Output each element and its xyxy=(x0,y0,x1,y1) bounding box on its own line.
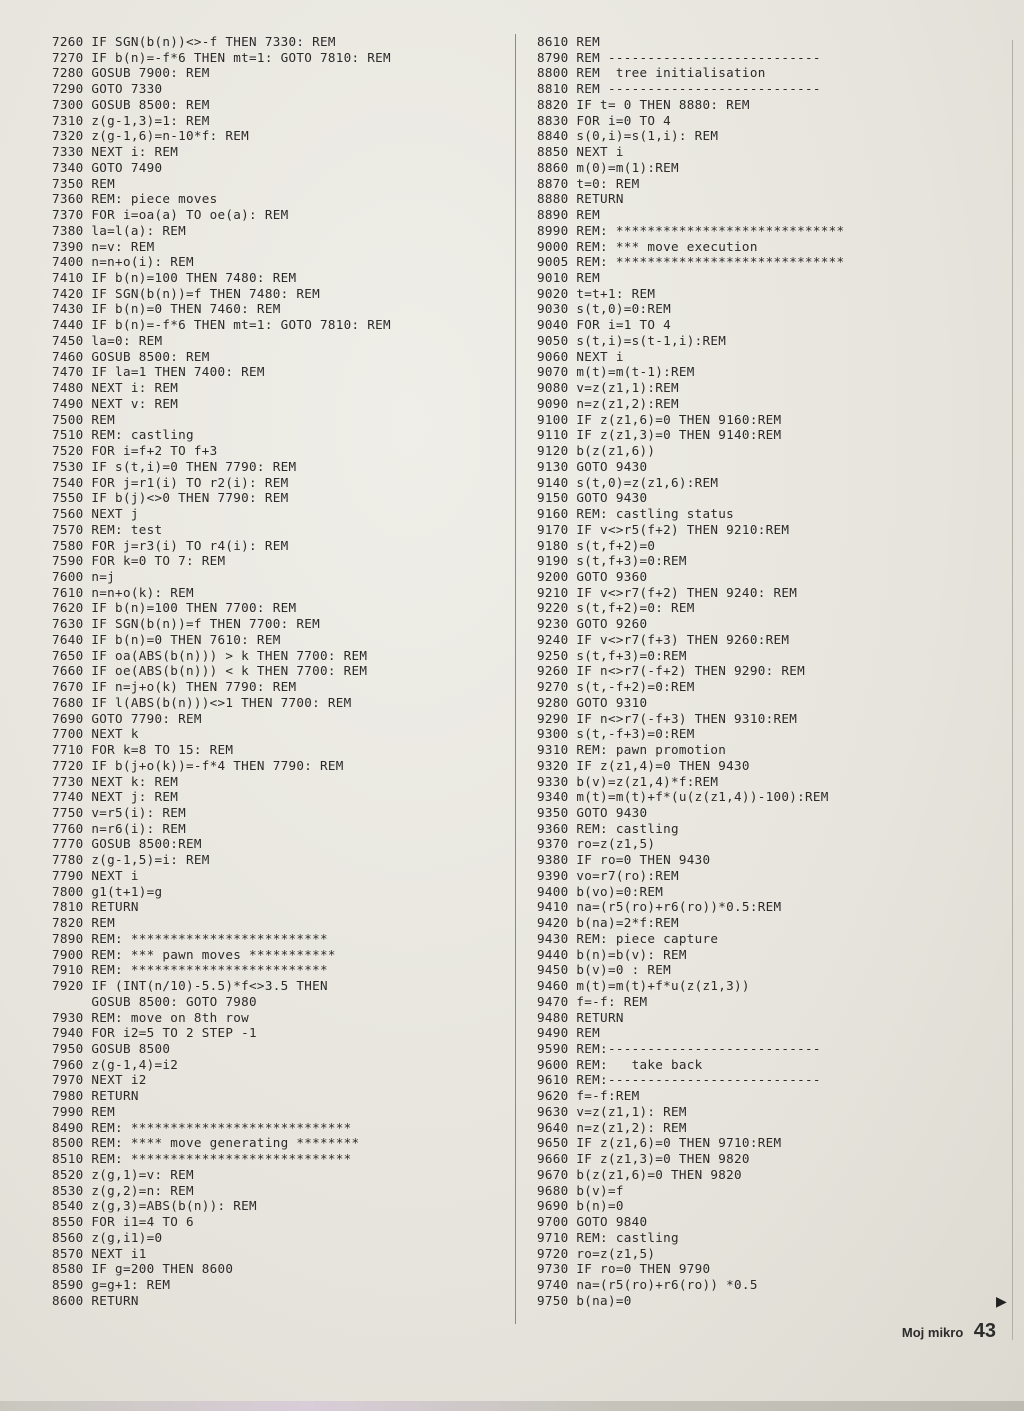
code-line: 8840 s(0,i)=s(1,i): REM xyxy=(537,128,719,144)
code-line: 7910 REM: ************************* xyxy=(52,962,328,978)
continue-arrow-icon: ▶ xyxy=(996,1294,1007,1310)
code-line: 8590 g=g+1: REM xyxy=(52,1277,171,1293)
code-line: 9220 s(t,f+2)=0: REM xyxy=(537,600,695,616)
code-line: 8610 REM xyxy=(537,34,601,49)
code-line: 7540 FOR j=r1(i) TO r2(i): REM xyxy=(52,474,289,490)
code-line: 7610 n=n+o(k): REM xyxy=(52,584,194,600)
code-line: 9020 t=t+1: REM xyxy=(537,285,656,301)
code-line: 9390 vo=r7(ro):REM xyxy=(537,867,679,883)
code-column-right xyxy=(537,34,844,1308)
code-line: 8820 IF t= 0 THEN 8880: REM xyxy=(537,96,750,112)
code-line: 9005 REM: ***************************** xyxy=(537,254,845,270)
code-line: 9360 REM: castling xyxy=(537,820,679,836)
code-line: 9730 IF ro=0 THEN 9790 xyxy=(537,1261,711,1277)
code-line: 7550 IF b(j)<>0 THEN 7790: REM xyxy=(52,490,289,506)
code-line: 7710 FOR k=8 TO 15: REM xyxy=(52,742,234,758)
code-line: 8580 IF g=200 THEN 8600 xyxy=(52,1261,234,1277)
code-line: 8890 REM xyxy=(537,207,601,223)
code-line: 7670 IF n=j+o(k) THEN 7790: REM xyxy=(52,679,297,695)
code-line: 8500 REM: **** move generating ******** xyxy=(52,1135,360,1151)
code-line: 9370 ro=z(z1,5) xyxy=(537,836,656,852)
code-line: 7510 REM: castling xyxy=(52,427,194,443)
code-line: 7580 FOR j=r3(i) TO r4(i): REM xyxy=(52,537,289,553)
code-line: 7950 GOSUB 8500 xyxy=(52,1041,171,1056)
code-line: 7270 IF b(n)=-f*6 THEN mt=1: GOTO 7810: REM xyxy=(52,49,391,65)
code-line: 7480 NEXT i: REM xyxy=(52,380,179,396)
code-line: 9230 GOTO 9260 xyxy=(537,616,648,632)
code-line: 7800 g1(t+1)=g xyxy=(52,883,163,899)
code-line: 9740 na=(r5(ro)+r6(ro)) *0.5 xyxy=(537,1277,758,1293)
code-line: 7970 NEXT i2 xyxy=(52,1072,147,1088)
code-line: 9030 s(t,0)=0:REM xyxy=(537,301,671,317)
code-line: 9250 s(t,f+3)=0:REM xyxy=(537,647,687,663)
code-line: 8870 t=0: REM xyxy=(537,175,640,191)
code-line: 9240 IF v<>r7(f+3) THEN 9260:REM xyxy=(537,631,790,647)
page-edge-line xyxy=(1012,40,1013,1340)
code-line: 8830 FOR i=0 TO 4 xyxy=(537,112,671,128)
code-line: 7530 IF s(t,i)=0 THEN 7790: REM xyxy=(52,458,297,474)
code-line: 7430 IF b(n)=0 THEN 7460: REM xyxy=(52,301,281,317)
code-line: 7600 n=j xyxy=(52,568,116,584)
code-line: 9410 na=(r5(ro)+r6(ro))*0.5:REM xyxy=(537,899,782,915)
code-line: 9380 IF ro=0 THEN 9430 xyxy=(537,852,711,868)
code-line: 9690 b(n)=0 xyxy=(537,1198,624,1214)
code-line: 9600 REM: take back xyxy=(537,1056,703,1072)
code-line: 7660 IF oe(ABS(b(n))) < k THEN 7700: REM xyxy=(52,663,368,679)
code-line: 7470 IF la=1 THEN 7400: REM xyxy=(52,364,265,380)
code-line: 9460 m(t)=m(t)+f*u(z(z1,3)) xyxy=(537,978,750,994)
code-line: 9610 REM:--------------------------- xyxy=(537,1072,821,1088)
magazine-name: Moj mikro xyxy=(901,1325,964,1340)
code-line: 9330 b(v)=z(z1,4)*f:REM xyxy=(537,773,719,789)
code-line: 9720 ro=z(z1,5) xyxy=(537,1245,656,1261)
code-line: 9040 FOR i=1 TO 4 xyxy=(537,317,671,333)
code-line: 7620 IF b(n)=100 THEN 7700: REM xyxy=(52,600,297,616)
code-line: 9090 n=z(z1,2):REM xyxy=(537,395,679,411)
code-line: 9130 GOTO 9430 xyxy=(537,458,648,474)
code-line: 7520 FOR i=f+2 TO f+3 xyxy=(52,443,218,459)
code-line: 8530 z(g,2)=n: REM xyxy=(52,1182,194,1198)
code-line: 9450 b(v)=0 : REM xyxy=(537,962,671,978)
code-line: 9190 s(t,f+3)=0:REM xyxy=(537,553,687,569)
code-line: 9660 IF z(z1,3)=0 THEN 9820 xyxy=(537,1151,750,1167)
code-line: 7360 REM: piece moves xyxy=(52,191,218,207)
code-line: 7720 IF b(j+o(k))=-f*4 THEN 7790: REM xyxy=(52,757,344,773)
code-line: 9100 IF z(z1,6)=0 THEN 9160:REM xyxy=(537,411,782,427)
code-line: 9630 v=z(z1,1): REM xyxy=(537,1103,687,1119)
code-line: 9110 IF z(z1,3)=0 THEN 9140:REM xyxy=(537,427,782,443)
code-line: 9200 GOTO 9360 xyxy=(537,568,648,584)
code-line: 9670 b(z(z1,6)=0 THEN 9820 xyxy=(537,1166,742,1182)
code-line: 9490 REM xyxy=(537,1025,601,1041)
code-line: 7450 la=0: REM xyxy=(52,332,163,348)
code-line: 7460 GOSUB 8500: REM xyxy=(52,348,210,364)
code-line: GOSUB 8500: GOTO 7980 xyxy=(52,993,257,1009)
code-line: 9290 IF n<>r7(-f+3) THEN 9310:REM xyxy=(537,710,798,726)
code-line: 7690 GOTO 7790: REM xyxy=(52,710,202,726)
column-divider xyxy=(515,34,516,1324)
code-line: 7280 GOSUB 7900: REM xyxy=(52,65,210,81)
code-line: 7820 REM xyxy=(52,915,116,931)
code-line: 9700 GOTO 9840 xyxy=(537,1214,648,1230)
code-line: 7940 FOR i2=5 TO 2 STEP -1 xyxy=(52,1025,257,1041)
code-line: 9070 m(t)=m(t-1):REM xyxy=(537,364,695,380)
code-line: 7900 REM: *** pawn moves *********** xyxy=(52,946,336,962)
code-line: 7630 IF SGN(b(n))=f THEN 7700: REM xyxy=(52,616,320,632)
code-line: 7590 FOR k=0 TO 7: REM xyxy=(52,553,226,569)
code-line: 8850 NEXT i xyxy=(537,144,624,160)
code-line: 7890 REM: ************************* xyxy=(52,930,328,946)
code-line: 9210 IF v<>r7(f+2) THEN 9240: REM xyxy=(537,584,798,600)
code-line: 9320 IF z(z1,4)=0 THEN 9430 xyxy=(537,757,750,773)
code-line: 8570 NEXT i1 xyxy=(52,1245,147,1261)
code-line: 9750 b(na)=0 xyxy=(537,1292,632,1308)
code-line: 7990 REM xyxy=(52,1103,116,1119)
code-line: 9430 REM: piece capture xyxy=(537,930,719,946)
page-bottom-edge xyxy=(0,1401,1024,1411)
code-line: 8540 z(g,3)=ABS(b(n)): REM xyxy=(52,1198,257,1214)
code-line: 8600 RETURN xyxy=(52,1292,139,1308)
code-line: 7650 IF oa(ABS(b(n))) > k THEN 7700: REM xyxy=(52,647,368,663)
code-line: 7920 IF (INT(n/10)-5.5)*f<>3.5 THEN xyxy=(52,978,328,994)
code-line: 8520 z(g,1)=v: REM xyxy=(52,1166,194,1182)
code-line: 7380 la=l(a): REM xyxy=(52,222,186,238)
code-line: 7750 v=r5(i): REM xyxy=(52,804,186,820)
code-line: 8560 z(g,i1)=0 xyxy=(52,1229,163,1245)
code-line: 7420 IF SGN(b(n))=f THEN 7480: REM xyxy=(52,285,320,301)
code-line: 8860 m(0)=m(1):REM xyxy=(537,159,679,175)
code-line: 9160 REM: castling status xyxy=(537,506,735,522)
code-line: 7640 IF b(n)=0 THEN 7610: REM xyxy=(52,631,281,647)
code-line: 9000 REM: *** move execution xyxy=(537,238,758,254)
code-line: 9300 s(t,-f+3)=0:REM xyxy=(537,726,695,742)
page-footer xyxy=(902,1320,996,1343)
code-line: 9640 n=z(z1,2): REM xyxy=(537,1119,687,1135)
code-line: 7740 NEXT j: REM xyxy=(52,789,179,805)
code-line: 9350 GOTO 9430 xyxy=(537,804,648,820)
code-line: 9650 IF z(z1,6)=0 THEN 9710:REM xyxy=(537,1135,782,1151)
code-line: 7730 NEXT k: REM xyxy=(52,773,179,789)
code-line: 9340 m(t)=m(t)+f*(u(z(z1,4))-100):REM xyxy=(537,789,829,805)
code-line: 9480 RETURN xyxy=(537,1009,624,1025)
code-line: 7350 REM xyxy=(52,175,116,191)
code-line: 7400 n=n+o(i): REM xyxy=(52,254,194,270)
code-line: 9180 s(t,f+2)=0 xyxy=(537,537,656,553)
code-line: 9420 b(na)=2*f:REM xyxy=(537,915,679,931)
code-line: 9260 IF n<>r7(-f+2) THEN 9290: REM xyxy=(537,663,805,679)
code-line: 8990 REM: ***************************** xyxy=(537,222,845,238)
code-line: 7570 REM: test xyxy=(52,521,163,537)
code-line: 7810 RETURN xyxy=(52,899,139,915)
code-line: 8490 REM: **************************** xyxy=(52,1119,352,1135)
code-line: 9620 f=-f:REM xyxy=(537,1088,640,1104)
code-line: 7370 FOR i=oa(a) TO oe(a): REM xyxy=(52,207,289,223)
code-line: 7330 NEXT i: REM xyxy=(52,144,179,160)
code-line: 9590 REM:--------------------------- xyxy=(537,1041,821,1056)
code-line: 7700 NEXT k xyxy=(52,726,139,742)
code-line: 7770 GOSUB 8500:REM xyxy=(52,836,202,852)
code-line: 9060 NEXT i xyxy=(537,348,624,364)
code-line: 9050 s(t,i)=s(t-1,i):REM xyxy=(537,332,727,348)
page-number: 43 xyxy=(973,1320,996,1342)
code-line: 7960 z(g-1,4)=i2 xyxy=(52,1056,179,1072)
code-line: 9150 GOTO 9430 xyxy=(537,490,648,506)
code-line: 9170 IF v<>r5(f+2) THEN 9210:REM xyxy=(537,521,790,537)
code-line: 7680 IF l(ABS(b(n)))<>1 THEN 7700: REM xyxy=(52,694,352,710)
code-line: 7560 NEXT j xyxy=(52,506,139,522)
code-line: 7500 REM xyxy=(52,411,116,427)
code-line: 7340 GOTO 7490 xyxy=(52,159,163,175)
code-line: 7930 REM: move on 8th row xyxy=(52,1009,250,1025)
code-line: 8800 REM tree initialisation xyxy=(537,65,766,81)
code-line: 9120 b(z(z1,6)) xyxy=(537,443,656,459)
code-line: 7780 z(g-1,5)=i: REM xyxy=(52,852,210,868)
code-line: 9280 GOTO 9310 xyxy=(537,694,648,710)
code-line: 9440 b(n)=b(v): REM xyxy=(537,946,687,962)
code-line: 9080 v=z(z1,1):REM xyxy=(537,380,679,396)
code-line: 7290 GOTO 7330 xyxy=(52,81,163,97)
code-line: 8550 FOR i1=4 TO 6 xyxy=(52,1214,194,1230)
code-line: 7300 GOSUB 8500: REM xyxy=(52,96,210,112)
code-line: 7260 IF SGN(b(n))<>-f THEN 7330: REM xyxy=(52,34,336,49)
code-line: 9710 REM: castling xyxy=(537,1229,679,1245)
code-line: 8880 RETURN xyxy=(537,191,624,207)
code-line: 7310 z(g-1,3)=1: REM xyxy=(52,112,210,128)
code-line: 8790 REM --------------------------- xyxy=(537,49,821,65)
code-line: 9310 REM: pawn promotion xyxy=(537,742,727,758)
code-line: 9140 s(t,0)=z(z1,6):REM xyxy=(537,474,719,490)
code-line: 9400 b(vo)=0:REM xyxy=(537,883,664,899)
code-line: 9270 s(t,-f+2)=0:REM xyxy=(537,679,695,695)
code-line: 9010 REM xyxy=(537,270,601,286)
code-line: 7410 IF b(n)=100 THEN 7480: REM xyxy=(52,270,297,286)
code-line: 7790 NEXT i xyxy=(52,867,139,883)
code-line: 9470 f=-f: REM xyxy=(537,993,648,1009)
code-line: 7320 z(g-1,6)=n-10*f: REM xyxy=(52,128,250,144)
code-line: 7390 n=v: REM xyxy=(52,238,155,254)
code-line: 8810 REM --------------------------- xyxy=(537,81,821,97)
code-line: 7490 NEXT v: REM xyxy=(52,395,179,411)
code-column-left xyxy=(52,34,391,1308)
code-line: 7980 RETURN xyxy=(52,1088,139,1104)
code-line: 8510 REM: **************************** xyxy=(52,1151,352,1167)
code-line: 7760 n=r6(i): REM xyxy=(52,820,186,836)
code-line: 9680 b(v)=f xyxy=(537,1182,624,1198)
code-line: 7440 IF b(n)=-f*6 THEN mt=1: GOTO 7810: REM xyxy=(52,317,391,333)
